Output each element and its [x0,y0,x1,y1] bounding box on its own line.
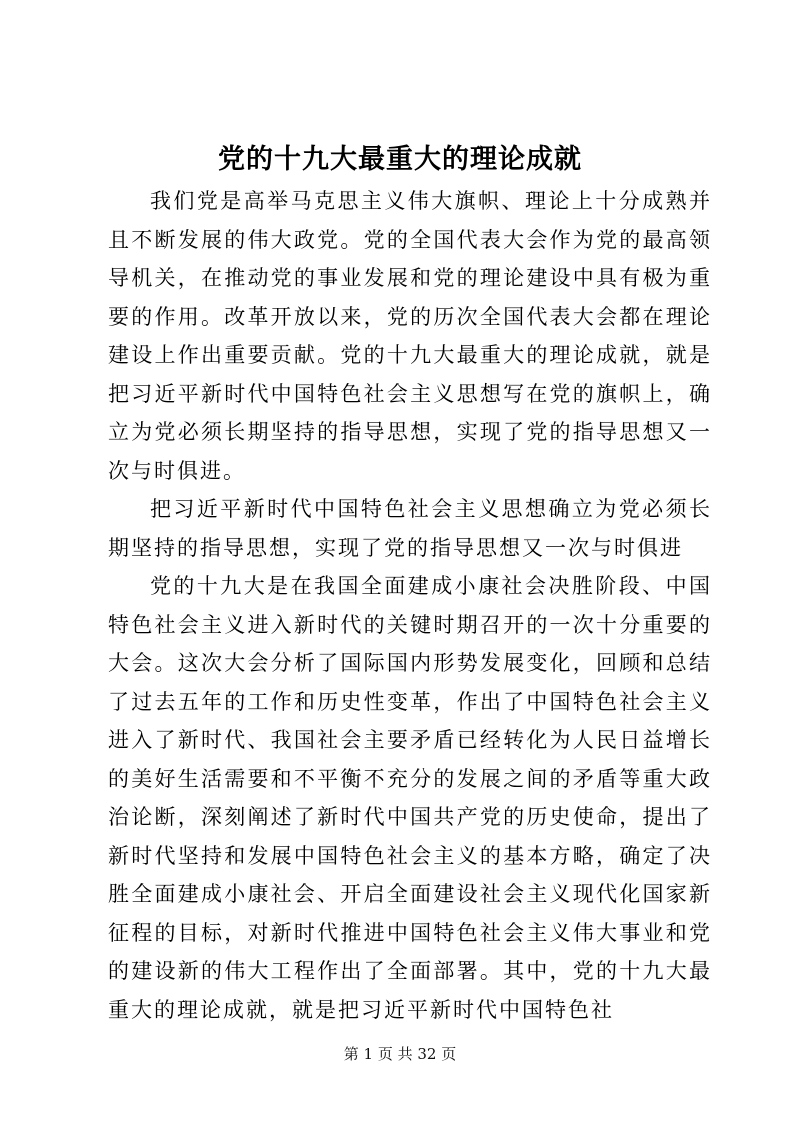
document-body [108,182,712,1029]
paragraph-3: 党的十九大是在我国全面建成小康社会决胜阶段、中国特色社会主义进入新时代的关键时期召开的一次十分重要的大会。这次大会分析了国际国内形势发展变化，回顾和总结了过去五年的工作和历史性变革，作出了中国特色社会主义进入了新时代、我国社会主要矛盾已经转化为人民日益增长的美好生活需要和不平衡不充分的发展之间的矛盾等重大政治论断，深刻阐述了新时代中国共产党的历史使命，提出了新时代坚持和发展中国特色社会主义的基本方略，确定了决胜全面建成小康社会、开启全面建设社会主义现代化国家新征程的目标，对新时代推进中国特色社会主义伟大事业和党的建设新的伟大工程作出了全面部署。其中，党的十九大最重大的理论成就，就是把习近平新时代中国特色社 [108,574,712,1022]
page-number-footer: 第 1 页 共 32 页 [343,1045,457,1063]
paragraph-1: 我们党是高举马克思主义伟大旗帜、理论上十分成熟并且不断发展的伟大政党。党的全国代表大会作为党的最高领导机关，在推动党的事业发展和党的理论建设中具有极为重要的作用。改革开放以来，党的历次全国代表大会都在理论建设上作出重要贡献。党的十九大最重大的理论成就，就是把习近平新时代中国特色社会主义思想写在党的旗帜上，确立为党必须长期坚持的指导思想，实现了党的指导思想又一次与时俱进。 [108,189,712,483]
paragraph-2: 把习近平新时代中国特色社会主义思想确立为党必须长期坚持的指导思想，实现了党的指导思想又一次与时俱进 [108,497,712,560]
document-title: 党的十九大最重大的理论成就 [218,144,582,175]
